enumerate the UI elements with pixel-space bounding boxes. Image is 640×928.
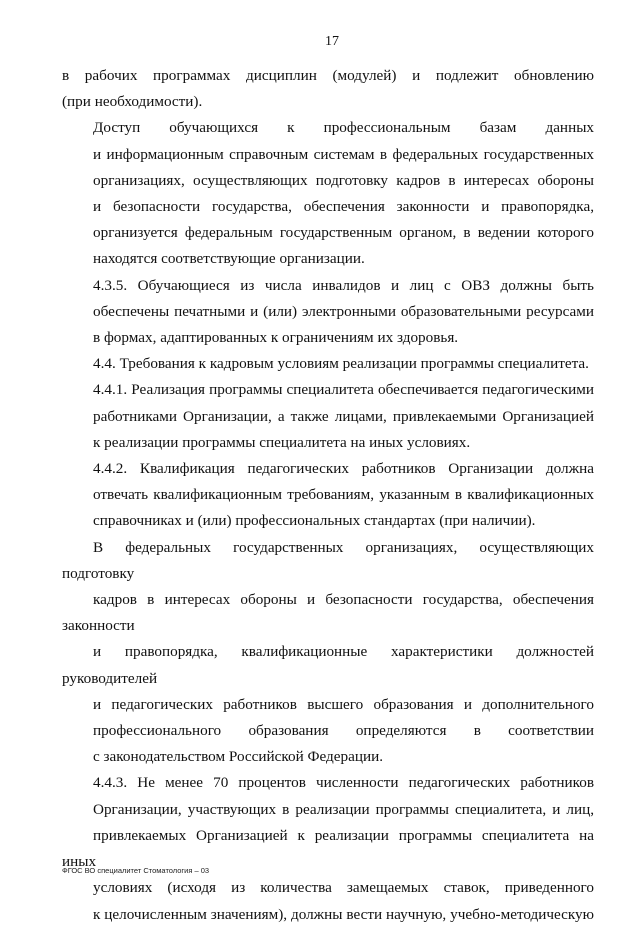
text-line: 4.4. Требования к кадровым условиям реализации программы специалитета. — [93, 355, 589, 373]
paragraph — [62, 377, 594, 456]
document-body — [62, 63, 594, 928]
text-line: в рабочих программах дисциплин (модулей) и подлежит обновлению — [62, 67, 594, 84]
text-line: организуется федеральным государственным органом, в ведении которого — [93, 224, 594, 242]
text-line: находятся соответствующие организации. — [93, 250, 365, 268]
paragraph — [62, 273, 594, 352]
text-line: и информационным справочным системам в федеральных государственных — [93, 145, 594, 163]
text-line: профессионального образования определяются в соответствии — [93, 722, 594, 740]
text-line: в формах, адаптированных к ограничениям их здоровья. — [93, 329, 459, 347]
text-line: организациях, осуществляющих подготовку кадров в интересах обороны — [93, 171, 594, 189]
text-line: привлекаемых Организацией к реализации программы специалитета на иных — [62, 826, 594, 871]
text-line: 4.4.2. Квалификация педагогических работников Организации должна — [93, 460, 594, 478]
text-line: 4.4.3. Не менее 70 процентов численности педагогических работников — [93, 774, 594, 792]
text-line: и безопасности государства, обеспечения законности и правопорядка, — [93, 198, 594, 216]
paragraph — [62, 115, 594, 272]
text-line: справочниках и (или) профессиональных стандартах (при наличии). — [93, 512, 536, 530]
text-line: условиях (исходя из количества замещаемых ставок, приведенного — [93, 879, 594, 897]
text-line: 4.4.1. Реализация программы специалитета обеспечивается педагогическими — [93, 381, 594, 399]
paragraph — [62, 351, 594, 377]
text-line: 4.3.5. Обучающиеся из числа инвалидов и лиц с ОВЗ должны быть — [93, 276, 594, 294]
paragraph — [62, 535, 594, 771]
paragraph — [62, 770, 594, 927]
text-line: обеспечены печатными и (или) электронными образовательными ресурсами — [93, 302, 594, 320]
text-line: кадров в интересах обороны и безопасности государства, обеспечения законности — [62, 591, 594, 635]
text-line: (при необходимости). — [62, 93, 203, 111]
paragraph — [62, 63, 594, 115]
text-line: с законодательством Российской Федерации. — [93, 748, 384, 766]
text-line: Организации, участвующих в реализации программы специалитета, и лиц, — [93, 800, 594, 818]
text-line: работниками Организации, а также лицами, привлекаемыми Организацией — [93, 407, 594, 425]
text-line: В федеральных государственных организациях, осуществляющих подготовку — [62, 538, 594, 582]
page-number: 17 — [325, 34, 339, 49]
text-line: отвечать квалификационным требованиям, указанным в квалификационных — [93, 486, 594, 504]
text-line: Доступ обучающихся к профессиональным базам данных — [93, 119, 594, 137]
page-footer: ФГОС ВО специалитет Стоматология – 03 — [62, 866, 210, 875]
text-line: и правопорядка, квалификационные характеристики должностей руководителей — [62, 643, 594, 687]
text-line: и педагогических работников высшего образования и дополнительного — [93, 695, 594, 713]
paragraph — [62, 456, 594, 535]
text-line: к реализации программы специалитета на иных условиях. — [93, 433, 471, 451]
text-line: к целочисленным значениям), должны вести научную, учебно-методическую — [93, 905, 594, 923]
